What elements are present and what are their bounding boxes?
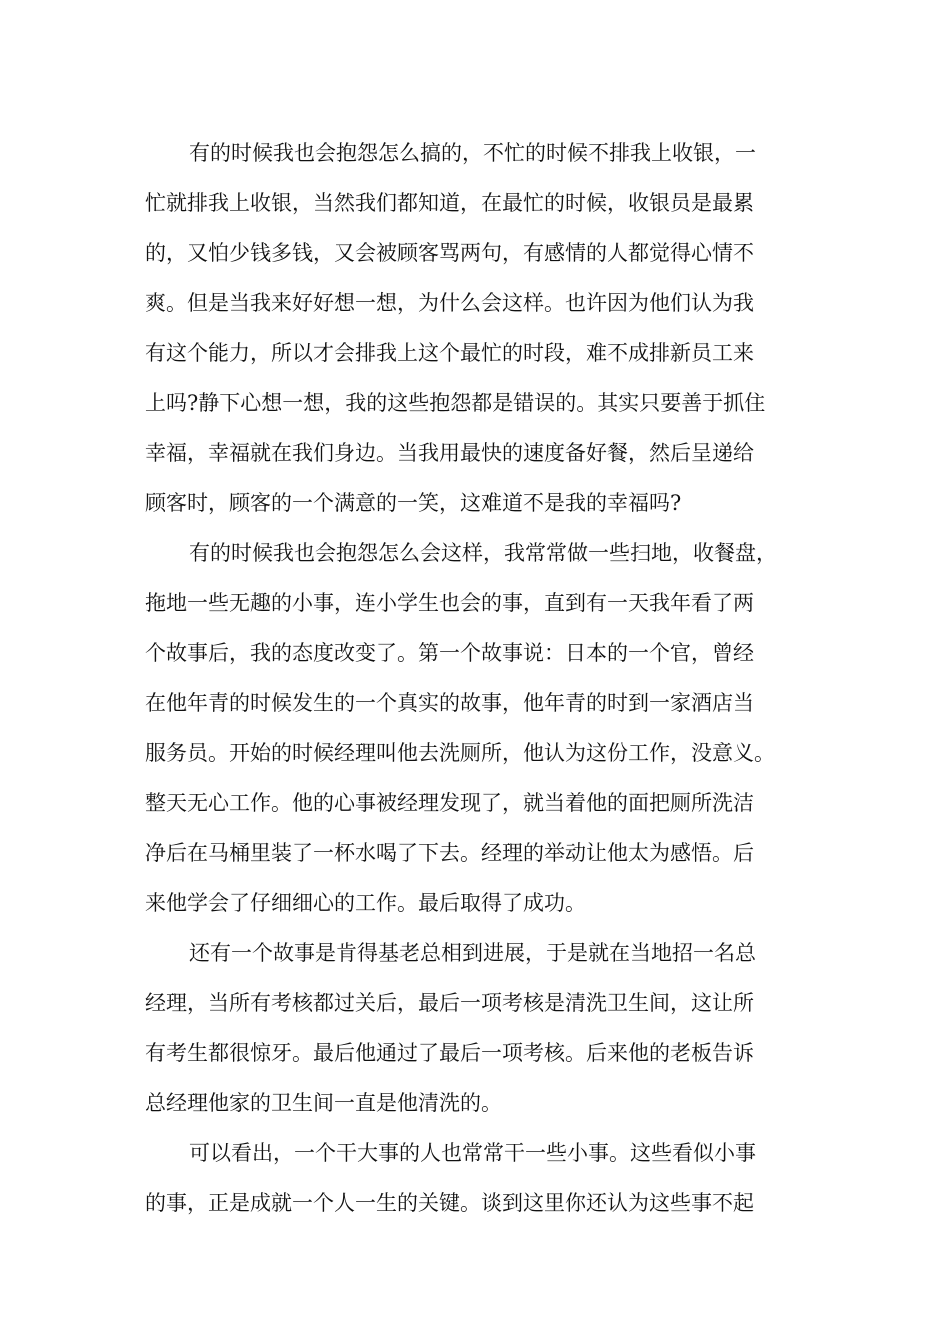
text-line: 顾客时，顾客的一个满意的一笑，这难道不是我的幸福吗? xyxy=(145,491,682,515)
text-line: 总经理他家的卫生间一直是他清洗的。 xyxy=(145,1091,502,1115)
paragraph xyxy=(145,128,810,528)
text-line: 在他年青的时候发生的一个真实的故事，他年青的时到一家酒店当 xyxy=(145,691,754,715)
text-line: 可以看出，一个干大事的人也常常干一些小事。这些看似小事 xyxy=(189,1141,756,1165)
text-line: 净后在马桶里装了一杯水喝了下去。经理的举动让他太为感悟。后 xyxy=(145,841,754,865)
text-line: 幸福，幸福就在我们身边。当我用最快的速度备好餐，然后呈递给 xyxy=(145,441,754,465)
paragraph xyxy=(145,1128,810,1228)
text-line: 有的时候我也会抱怨怎么会这样，我常常做一些扫地，收餐盘， xyxy=(189,541,777,565)
text-line: 有考生都很惊牙。最后他通过了最后一项考核。后来他的老板告诉 xyxy=(145,1041,754,1065)
text-line: 的，又怕少钱多钱，又会被顾客骂两句，有感情的人都觉得心情不 xyxy=(145,241,754,265)
text-line: 服务员。开始的时候经理叫他去洗厕所，他认为这份工作，没意义。 xyxy=(145,741,775,765)
text-line: 个故事后，我的态度改变了。第一个故事说：日本的一个官，曾经 xyxy=(145,641,754,665)
text-line: 经理，当所有考核都过关后，最后一项考核是清洗卫生间，这让所 xyxy=(145,991,754,1015)
text-line: 有这个能力，所以才会排我上这个最忙的时段，难不成排新员工来 xyxy=(145,341,754,365)
text-line: 整天无心工作。他的心事被经理发现了，就当着他的面把厕所洗洁 xyxy=(145,791,754,815)
text-line: 有的时候我也会抱怨怎么搞的，不忙的时候不排我上收银，一 xyxy=(189,141,756,165)
text-line: 来他学会了仔细细心的工作。最后取得了成功。 xyxy=(145,891,586,915)
text-line: 还有一个故事是肯得基老总相到进展，于是就在当地招一名总 xyxy=(189,941,756,965)
text-line: 的事，正是成就一个人一生的关键。谈到这里你还认为这些事不起 xyxy=(145,1191,754,1215)
text-line: 爽。但是当我来好好想一想，为什么会这样。也许因为他们认为我 xyxy=(145,291,754,315)
paragraph xyxy=(145,528,810,928)
document-body xyxy=(145,128,810,1228)
text-line: 忙就排我上收银，当然我们都知道，在最忙的时候，收银员是最累 xyxy=(145,191,754,215)
text-line: 拖地一些无趣的小事，连小学生也会的事，直到有一天我年看了两 xyxy=(145,591,754,615)
paragraph xyxy=(145,928,810,1128)
text-line: 上吗?静下心想一想，我的这些抱怨都是错误的。其实只要善于抓住 xyxy=(145,391,766,415)
